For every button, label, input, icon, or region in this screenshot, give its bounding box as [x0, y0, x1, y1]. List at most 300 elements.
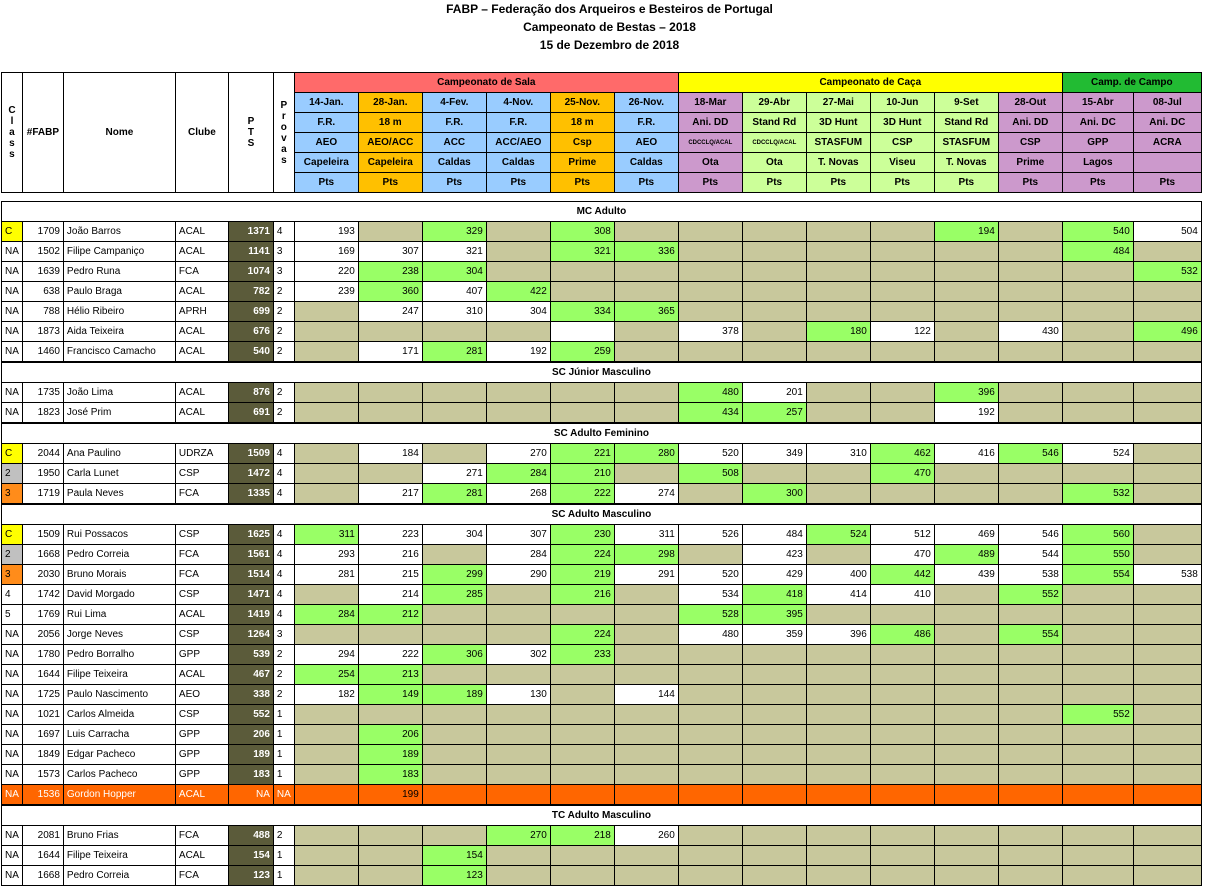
event-org-2: ACC	[422, 133, 486, 153]
event-score-cell	[806, 765, 870, 785]
event-score-cell: 270	[486, 826, 550, 846]
event-score-cell	[934, 785, 998, 805]
event-score-cell: 414	[806, 585, 870, 605]
event-score-cell: 307	[358, 242, 422, 262]
event-org-13: ACRA	[1133, 133, 1201, 153]
event-score-cell: 311	[614, 525, 678, 545]
event-score-cell: 306	[422, 645, 486, 665]
event-score-cell	[806, 846, 870, 866]
event-score-cell	[550, 322, 614, 342]
event-score-cell: 310	[806, 444, 870, 464]
provas-cell: 1	[273, 866, 294, 886]
event-score-cell	[358, 705, 422, 725]
event-score-cell	[486, 242, 550, 262]
event-score-cell	[614, 322, 678, 342]
event-score-cell	[678, 342, 742, 362]
event-type-8: 3D Hunt	[806, 113, 870, 133]
table-row	[2, 302, 1202, 322]
event-score-cell: 293	[294, 545, 358, 565]
event-score-cell: 484	[742, 525, 806, 545]
event-score-cell: 534	[678, 585, 742, 605]
event-score-cell: 538	[1133, 565, 1201, 585]
event-score-cell: 290	[486, 565, 550, 585]
event-score-cell: 508	[678, 464, 742, 484]
name-cell: João Barros	[63, 222, 175, 242]
class-cell: NA	[2, 383, 23, 403]
event-score-cell	[1062, 464, 1133, 484]
event-score-cell: 378	[678, 322, 742, 342]
event-score-cell: 271	[422, 464, 486, 484]
event-org-3: ACC/AEO	[486, 133, 550, 153]
event-score-cell: 552	[998, 585, 1062, 605]
event-place-6: Ota	[678, 153, 742, 173]
event-score-cell: 430	[998, 322, 1062, 342]
fabp-cell: 1644	[22, 846, 63, 866]
event-type-0: F.R.	[294, 113, 358, 133]
event-score-cell	[1133, 645, 1201, 665]
event-org-10: STASFUM	[934, 133, 998, 153]
event-score-cell	[1062, 322, 1133, 342]
federation-name: FABP – Federação dos Arqueiros e Besteiros de Portugal	[446, 2, 773, 16]
event-score-cell: 224	[550, 545, 614, 565]
event-score-cell: 418	[742, 585, 806, 605]
event-score-cell	[358, 826, 422, 846]
table-row	[2, 645, 1202, 665]
table-row	[2, 565, 1202, 585]
event-score-cell	[358, 383, 422, 403]
event-score-cell	[614, 605, 678, 625]
event-score-cell	[614, 383, 678, 403]
event-score-cell: 217	[358, 484, 422, 504]
event-score-cell	[1062, 765, 1133, 785]
col-header-provas: P r o v a s	[273, 73, 294, 193]
event-score-cell: 550	[1062, 545, 1133, 565]
event-score-cell: 192	[486, 342, 550, 362]
event-score-cell: 484	[1062, 242, 1133, 262]
event-score-cell	[294, 745, 358, 765]
event-score-cell	[678, 545, 742, 565]
event-type-13: Ani. DC	[1133, 113, 1201, 133]
event-place-7: Ota	[742, 153, 806, 173]
club-cell: ACAL	[175, 665, 228, 685]
event-score-cell	[870, 342, 934, 362]
event-score-cell: 223	[358, 525, 422, 545]
event-score-cell	[550, 262, 614, 282]
event-score-cell	[294, 625, 358, 645]
event-score-cell: 308	[550, 222, 614, 242]
club-cell: GPP	[175, 645, 228, 665]
event-score-cell	[1062, 846, 1133, 866]
fabp-cell: 1502	[22, 242, 63, 262]
event-score-cell: 284	[486, 464, 550, 484]
event-score-cell	[294, 383, 358, 403]
event-score-cell	[486, 765, 550, 785]
fabp-cell: 638	[22, 282, 63, 302]
event-score-cell	[998, 484, 1062, 504]
event-score-cell	[294, 585, 358, 605]
event-score-cell	[678, 826, 742, 846]
event-score-cell	[614, 645, 678, 665]
points-cell: 1264	[228, 625, 273, 645]
event-score-cell	[422, 403, 486, 423]
event-score-cell	[998, 383, 1062, 403]
event-org-0: AEO	[294, 133, 358, 153]
event-score-cell	[614, 585, 678, 605]
event-score-cell	[422, 545, 486, 565]
event-score-cell: 334	[550, 302, 614, 322]
event-score-cell	[1062, 725, 1133, 745]
event-score-cell: 180	[806, 322, 870, 342]
provas-cell: 4	[273, 484, 294, 504]
event-score-cell	[422, 605, 486, 625]
event-score-cell	[998, 403, 1062, 423]
points-cell: 123	[228, 866, 273, 886]
event-score-cell	[934, 262, 998, 282]
event-score-cell: 182	[294, 685, 358, 705]
event-score-cell: 304	[422, 262, 486, 282]
event-score-cell	[294, 444, 358, 464]
provas-cell: 4	[273, 525, 294, 545]
event-date-7: 29-Abr	[742, 93, 806, 113]
event-score-cell	[678, 685, 742, 705]
event-score-cell	[934, 846, 998, 866]
event-score-cell	[870, 765, 934, 785]
club-cell: UDRZA	[175, 444, 228, 464]
event-score-cell: 268	[486, 484, 550, 504]
event-place-2: Caldas	[422, 153, 486, 173]
event-score-cell: 349	[742, 444, 806, 464]
event-score-cell	[806, 826, 870, 846]
points-cell: 540	[228, 342, 273, 362]
event-score-cell	[806, 403, 870, 423]
class-cell: NA	[2, 262, 23, 282]
event-score-cell	[1133, 444, 1201, 464]
event-score-cell	[806, 464, 870, 484]
provas-cell: 2	[273, 665, 294, 685]
event-score-cell	[1062, 383, 1133, 403]
table-row	[2, 262, 1202, 282]
section-header	[2, 505, 1202, 525]
points-cell: 1471	[228, 585, 273, 605]
table-row	[2, 342, 1202, 362]
event-score-cell	[742, 705, 806, 725]
event-score-cell	[742, 342, 806, 362]
event-score-cell: 298	[614, 545, 678, 565]
table-row	[2, 585, 1202, 605]
points-cell: 1561	[228, 545, 273, 565]
event-score-cell	[934, 765, 998, 785]
event-score-cell	[742, 302, 806, 322]
table-row	[2, 484, 1202, 504]
event-score-cell	[486, 322, 550, 342]
class-cell: NA	[2, 685, 23, 705]
event-score-cell: 311	[294, 525, 358, 545]
club-cell: ACAL	[175, 403, 228, 423]
championship-name: Campeonato de Bestas – 2018	[523, 20, 696, 34]
event-score-cell	[422, 665, 486, 685]
event-score-cell: 291	[614, 565, 678, 585]
event-score-cell	[550, 705, 614, 725]
club-cell: GPP	[175, 765, 228, 785]
section-title: SC Júnior Masculino	[2, 363, 1202, 383]
event-type-12: Ani. DC	[1062, 113, 1133, 133]
event-pts-4: Pts	[550, 173, 614, 193]
event-date-6: 18-Mar	[678, 93, 742, 113]
event-place-4: Prime	[550, 153, 614, 173]
event-score-cell	[998, 685, 1062, 705]
event-score-cell	[678, 745, 742, 765]
event-score-cell	[934, 625, 998, 645]
event-score-cell	[870, 484, 934, 504]
event-score-cell	[1062, 403, 1133, 423]
fabp-cell: 1719	[22, 484, 63, 504]
event-score-cell	[486, 383, 550, 403]
event-score-cell: 470	[870, 464, 934, 484]
section-title: TC Adulto Masculino	[2, 806, 1202, 826]
event-score-cell: 528	[678, 605, 742, 625]
event-org-8: STASFUM	[806, 133, 870, 153]
table-row	[2, 605, 1202, 625]
event-score-cell: 280	[614, 444, 678, 464]
event-score-cell	[870, 282, 934, 302]
event-score-cell: 281	[422, 342, 486, 362]
event-score-cell	[550, 745, 614, 765]
event-score-cell: 486	[870, 625, 934, 645]
event-score-cell	[614, 846, 678, 866]
event-score-cell	[1062, 645, 1133, 665]
col-header-pts: P T S	[228, 73, 273, 193]
event-score-cell: 336	[614, 242, 678, 262]
event-score-cell	[1133, 545, 1201, 565]
event-score-cell: 532	[1062, 484, 1133, 504]
event-score-cell	[358, 846, 422, 866]
event-score-cell	[294, 464, 358, 484]
class-cell: NA	[2, 302, 23, 322]
class-cell: NA	[2, 665, 23, 685]
club-cell: ACAL	[175, 222, 228, 242]
event-score-cell: 123	[422, 866, 486, 886]
event-score-cell	[614, 464, 678, 484]
table-row	[2, 545, 1202, 565]
event-score-cell	[614, 705, 678, 725]
table-row	[2, 745, 1202, 765]
event-score-cell: 270	[486, 444, 550, 464]
spacer-row	[2, 193, 1202, 202]
event-score-cell	[358, 403, 422, 423]
event-date-4: 25-Nov.	[550, 93, 614, 113]
provas-cell: 4	[273, 222, 294, 242]
club-cell: ACAL	[175, 785, 228, 805]
event-score-cell	[614, 665, 678, 685]
event-score-cell	[742, 322, 806, 342]
event-score-cell: 434	[678, 403, 742, 423]
event-score-cell	[422, 745, 486, 765]
report-date: 15 de Dezembro de 2018	[539, 38, 680, 52]
provas-cell: 4	[273, 605, 294, 625]
event-score-cell: 439	[934, 565, 998, 585]
class-cell: NA	[2, 403, 23, 423]
event-score-cell: 144	[614, 685, 678, 705]
event-score-cell	[934, 322, 998, 342]
event-score-cell	[422, 765, 486, 785]
table-row	[2, 464, 1202, 484]
event-score-cell	[1133, 464, 1201, 484]
event-place-5: Caldas	[614, 153, 678, 173]
event-score-cell	[1133, 625, 1201, 645]
event-score-cell	[1133, 585, 1201, 605]
event-score-cell	[1133, 685, 1201, 705]
event-score-cell	[1133, 826, 1201, 846]
event-score-cell	[934, 605, 998, 625]
event-score-cell	[422, 625, 486, 645]
event-score-cell	[998, 665, 1062, 685]
fabp-cell: 2056	[22, 625, 63, 645]
club-cell: CSP	[175, 705, 228, 725]
name-cell: Jorge Neves	[63, 625, 175, 645]
event-score-cell	[1133, 785, 1201, 805]
event-score-cell	[294, 302, 358, 322]
class-cell: NA	[2, 322, 23, 342]
event-pts-0: Pts	[294, 173, 358, 193]
event-score-cell	[678, 262, 742, 282]
group-header-1: Campeonato de Caça	[678, 73, 1062, 93]
ranking-table	[1, 72, 1202, 886]
event-score-cell	[806, 242, 870, 262]
name-cell: Edgar Pacheco	[63, 745, 175, 765]
event-score-cell	[934, 464, 998, 484]
event-score-cell	[870, 242, 934, 262]
event-score-cell	[742, 262, 806, 282]
points-cell: 488	[228, 826, 273, 846]
event-score-cell: 284	[486, 545, 550, 565]
event-org-1: AEO/ACC	[358, 133, 422, 153]
event-score-cell	[422, 826, 486, 846]
table-row	[2, 785, 1202, 805]
event-pts-5: Pts	[614, 173, 678, 193]
event-score-cell: 215	[358, 565, 422, 585]
points-cell: 189	[228, 745, 273, 765]
class-cell: NA	[2, 866, 23, 886]
event-type-1: 18 m	[358, 113, 422, 133]
event-score-cell	[934, 665, 998, 685]
event-score-cell	[550, 785, 614, 805]
event-score-cell	[422, 705, 486, 725]
event-score-cell	[870, 222, 934, 242]
event-score-cell	[870, 725, 934, 745]
event-score-cell: 554	[998, 625, 1062, 645]
club-cell: GPP	[175, 725, 228, 745]
event-pts-9: Pts	[870, 173, 934, 193]
event-score-cell: 469	[934, 525, 998, 545]
fabp-cell: 1769	[22, 605, 63, 625]
event-score-cell	[294, 403, 358, 423]
event-score-cell: 554	[1062, 565, 1133, 585]
event-score-cell	[742, 685, 806, 705]
points-cell: 1335	[228, 484, 273, 504]
event-score-cell	[1133, 403, 1201, 423]
event-score-cell: 260	[614, 826, 678, 846]
event-score-cell	[998, 342, 1062, 362]
event-pts-10: Pts	[934, 173, 998, 193]
event-score-cell: 222	[550, 484, 614, 504]
name-cell: Carlos Almeida	[63, 705, 175, 725]
event-score-cell	[678, 705, 742, 725]
name-cell: Rui Lima	[63, 605, 175, 625]
name-cell: Hélio Ribeiro	[63, 302, 175, 322]
section-header	[2, 806, 1202, 826]
provas-cell: 2	[273, 685, 294, 705]
event-score-cell	[1133, 342, 1201, 362]
event-score-cell	[934, 685, 998, 705]
fabp-cell: 1021	[22, 705, 63, 725]
event-date-8: 27-Mai	[806, 93, 870, 113]
event-score-cell	[1062, 262, 1133, 282]
club-cell: APRH	[175, 302, 228, 322]
event-type-10: Stand Rd	[934, 113, 998, 133]
event-score-cell	[998, 282, 1062, 302]
section-title: SC Adulto Masculino	[2, 505, 1202, 525]
event-score-cell	[870, 403, 934, 423]
event-score-cell: 470	[870, 545, 934, 565]
event-score-cell	[1133, 846, 1201, 866]
class-cell: NA	[2, 725, 23, 745]
event-score-cell: 396	[806, 625, 870, 645]
provas-cell: 2	[273, 383, 294, 403]
event-score-cell: 154	[422, 846, 486, 866]
event-org-11: CSP	[998, 133, 1062, 153]
event-score-cell	[1062, 342, 1133, 362]
points-cell: 183	[228, 765, 273, 785]
table-row	[2, 826, 1202, 846]
name-cell: Pedro Correia	[63, 866, 175, 886]
event-score-cell	[486, 625, 550, 645]
points-cell: 782	[228, 282, 273, 302]
event-score-cell: 302	[486, 645, 550, 665]
fabp-cell: 1709	[22, 222, 63, 242]
provas-cell: 1	[273, 765, 294, 785]
event-score-cell	[998, 765, 1062, 785]
event-score-cell: 359	[742, 625, 806, 645]
event-score-cell	[294, 826, 358, 846]
event-score-cell	[486, 262, 550, 282]
event-score-cell	[998, 242, 1062, 262]
name-cell: Filipe Teixeira	[63, 846, 175, 866]
name-cell: Filipe Teixeira	[63, 665, 175, 685]
fabp-cell: 2030	[22, 565, 63, 585]
report-header	[0, 0, 1219, 56]
event-score-cell: 199	[358, 785, 422, 805]
event-score-cell	[806, 745, 870, 765]
event-score-cell: 321	[422, 242, 486, 262]
event-score-cell	[806, 665, 870, 685]
provas-cell: 4	[273, 464, 294, 484]
event-score-cell	[998, 785, 1062, 805]
name-cell: José Prim	[63, 403, 175, 423]
event-score-cell: 526	[678, 525, 742, 545]
event-score-cell: 520	[678, 444, 742, 464]
event-score-cell: 247	[358, 302, 422, 322]
name-cell: Paula Neves	[63, 484, 175, 504]
name-cell: Luis Carracha	[63, 725, 175, 745]
name-cell: João Lima	[63, 383, 175, 403]
event-score-cell: 480	[678, 383, 742, 403]
event-score-cell	[294, 705, 358, 725]
group-header-0: Campeonato de Sala	[294, 73, 678, 93]
points-cell: 876	[228, 383, 273, 403]
event-score-cell	[1062, 745, 1133, 765]
event-score-cell: 504	[1133, 222, 1201, 242]
class-cell: NA	[2, 625, 23, 645]
